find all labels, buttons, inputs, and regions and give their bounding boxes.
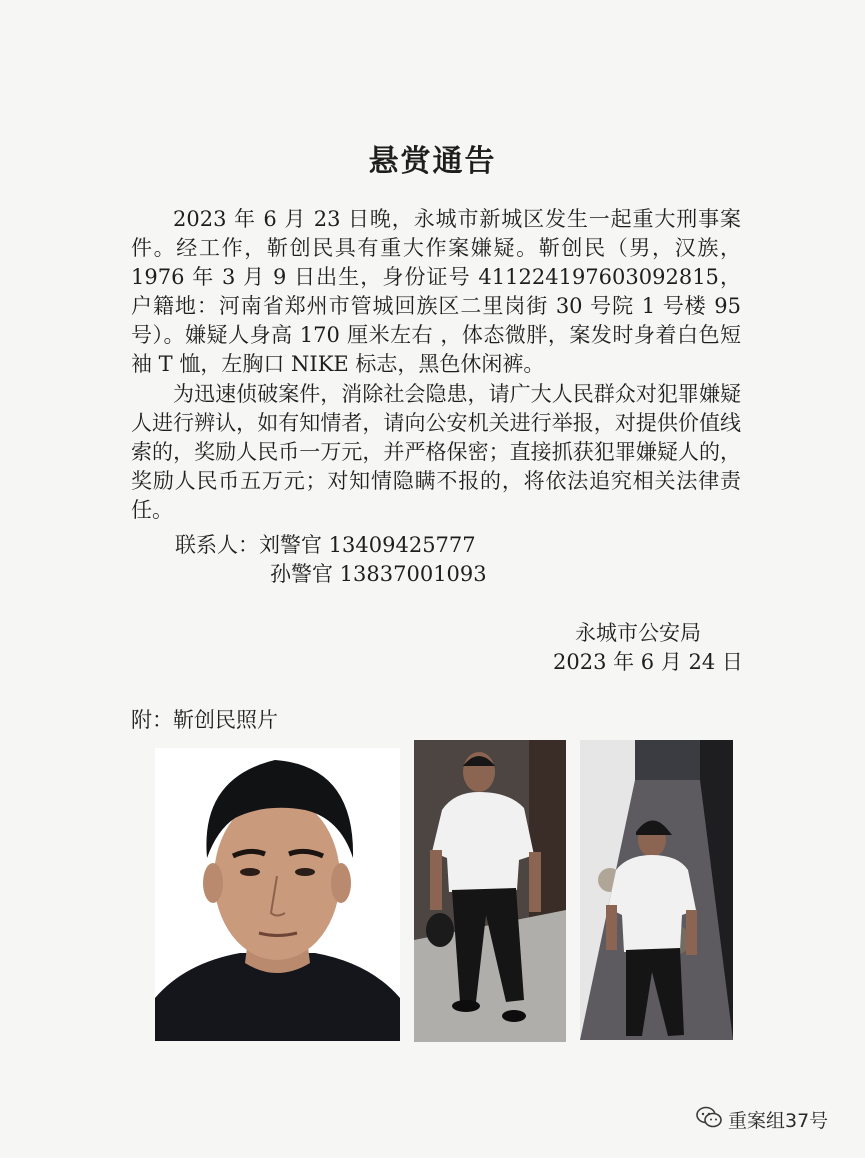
cctv-still-2 — [580, 740, 733, 1040]
notice-paragraph-case — [131, 205, 741, 379]
wechat-watermark — [696, 1106, 828, 1133]
wechat-icon — [696, 1106, 722, 1133]
cctv-still-1 — [414, 740, 566, 1042]
issuer-name: 永城市公安局 — [575, 621, 701, 645]
paragraph-case-text: 2023 年 6 月 23 日晚，永城市新城区发生一起重大刑事案件。经工作，靳创民具有重大作案嫌疑。靳创民（男，汉族，1976 年 3 月 9 日出生，身份证号 411224197603092815，户籍地：河南省郑州市管城回族区二里岗街 30 号院 1 号楼 95 号）。嫌疑人身高 170 厘米左右 ，体态微胖，案发时身着白色短袖 T 恤，左胸口 NIKE 标志，黑色休闲裤。 — [131, 207, 741, 376]
notice-paragraph-reward — [131, 380, 741, 525]
issue-date: 2023 年 6 月 24 日 — [553, 650, 743, 674]
contact-officer-sun: 孙警官 13837001093 — [270, 562, 487, 586]
suspect-portrait-photo — [155, 748, 400, 1041]
contact-officer-liu: 联系人：刘警官 13409425777 — [175, 533, 476, 557]
watermark-text: 重案组37号 — [728, 1110, 829, 1132]
paragraph-reward-text: 为迅速侦破案件，消除社会隐患，请广大人民群众对犯罪嫌疑人进行辨认，如有知情者，请向公安机关进行举报，对提供价值线索的，奖励人民币一万元，并严格保密；直接抓获犯罪嫌疑人的，奖励人民币五万元；对知情隐瞒不报的，将依法追究相关法律责任。 — [131, 382, 741, 522]
notice-title: 悬赏通告 — [368, 144, 497, 179]
attachment-label: 附：靳创民照片 — [131, 708, 278, 732]
